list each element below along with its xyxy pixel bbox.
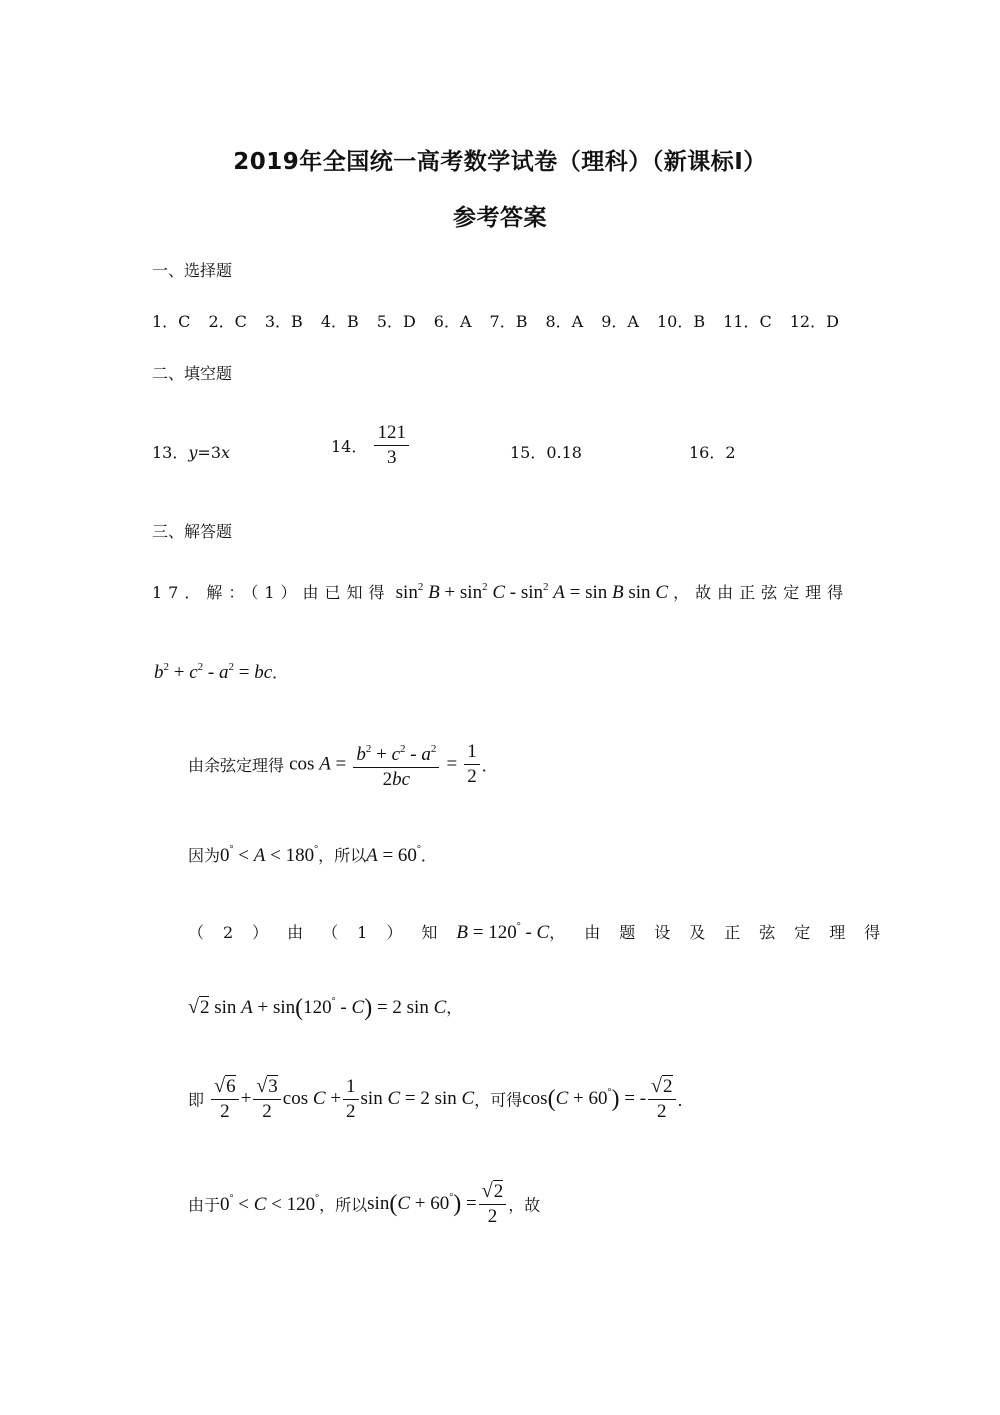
fill-14-denominator: 3 [386, 447, 397, 468]
fill-14-numerator: 121 [374, 422, 409, 446]
q17-after-eq: ，故由正弦定理得 [673, 583, 850, 602]
q17-because: 因为 [188, 846, 221, 865]
q17-part2-a: （2）由（1）知 [188, 923, 457, 942]
fill-14-label: 14． [331, 437, 368, 456]
q17-cosine-relation: $b^2 + c^2 - a^2$ = bc． [154, 661, 289, 683]
q17-line-1 [152, 580, 849, 604]
q17-part2-line: （2）由（1）知B = 120° - C，由题设及正弦定理得 [188, 921, 900, 943]
q17-60: 60 [397, 845, 417, 866]
choice-7: 7．B [489, 312, 528, 331]
q17-kede: ，可得 [474, 1090, 523, 1110]
page-subtitle: 参考答案 [453, 205, 547, 231]
q17-suoyi: ，所以 [318, 846, 367, 865]
q17-half-num: 1 [464, 741, 480, 765]
choice-3: 3．B [264, 312, 303, 331]
choice-9: 9．A [601, 312, 639, 331]
fill-13-x: x [221, 443, 231, 462]
q17-frac-sqrt3: $\frac{√3}{2}$ [253, 1075, 280, 1123]
q17-120: 120 [286, 1193, 316, 1215]
q17-suoyi2: ，所以 [319, 1195, 368, 1215]
choice-answers [152, 309, 839, 332]
q17-youyu-line: 由于0° < C < 120°，所以sin(C + 60°) = $\frac{√2}{2}$ ，故 [188, 1180, 541, 1227]
q17-frac-half2: $\frac{1}{2}$ [343, 1076, 359, 1123]
fill-16: 16．2 [689, 443, 736, 462]
q17-gu: ，故 [508, 1195, 541, 1215]
fill-14-fraction [374, 422, 409, 469]
q17-three: 3 [268, 1076, 278, 1097]
section-choice-heading: 一、选择题 [152, 261, 233, 280]
q17-half-den: 2 [467, 766, 477, 787]
q17-180: 180 [285, 845, 315, 866]
choice-5: 5．D [376, 312, 416, 331]
section-solve-heading: 三、解答题 [152, 522, 233, 541]
q17-cos-fraction: $\frac{b^2 + c^2 - a^2}{2bc}$ [353, 738, 439, 791]
q17-frac-sqrt6: $\frac{√6}{2}$ [211, 1075, 238, 1123]
choice-12: 12．D [789, 312, 839, 331]
q17-ji-line: 即 $\frac{√6}{2}$ + $\frac{√3}{2}$ cos C + $\frac{1}{2}$ sin C = 2 sin C，可得cos(C + 60°) = - $\frac{√2}{2}$ ． [188, 1075, 694, 1122]
choice-2: 2．C [208, 312, 247, 331]
fill-15: 15．0.18 [510, 443, 582, 462]
q17-ji: 即 [188, 1090, 205, 1110]
q17-sine-equation: $\sin^2 B + \sin^2 C - \sin^2 A = \sin B$ sin C [395, 581, 668, 603]
fill-13-label: 13． [152, 443, 189, 462]
q17-label: 17．解：（1）由已知得 [152, 583, 391, 602]
q17-part2-b: ，由题设及正弦定理得 [549, 923, 900, 942]
q17-den-two: 2 [382, 769, 393, 790]
q17-sine-sum: √2 sin A + sin(120° - C) = 2 sin C， [188, 995, 463, 1021]
fill-14 [331, 422, 411, 469]
choice-11: 11．C [723, 312, 772, 331]
q17-youyu: 由于 [188, 1195, 221, 1215]
fill-13 [152, 440, 230, 463]
choice-4: 4．B [320, 312, 359, 331]
q17-cos-line: 由余弦定理得 cos A = $\frac{b^2 + c^2 - a^2}{2bc}$ = $\frac{1}{2}$ ． [188, 738, 498, 791]
choice-8: 8．A [545, 312, 584, 331]
choice-1: 1．C [152, 312, 191, 331]
q17-line2-end: ． [272, 665, 289, 682]
page-title: 2019年全国统一高考数学试卷（理科）（新课标Ⅰ） [233, 149, 767, 175]
choice-6: 6．A [433, 312, 472, 331]
q17-cos-intro: 由余弦定理得 [188, 756, 285, 775]
q17-half [464, 741, 480, 788]
choice-10: 10．B [657, 312, 706, 331]
fill-13-y: y [188, 443, 198, 462]
section-fill-heading: 二、填空题 [152, 364, 233, 383]
q17-zero: 0 [220, 845, 230, 866]
q17-six: 6 [226, 1076, 236, 1097]
fill-13-mid: =3 [197, 443, 222, 462]
q17-range-line: 因为0° < A < 180°，所以A = 60°． [188, 844, 437, 866]
q17-frac-sqrt2: $\frac{√2}{2}$ [479, 1180, 506, 1228]
q17-frac-neg-sqrt2: $\frac{√2}{2}$ [648, 1075, 675, 1123]
